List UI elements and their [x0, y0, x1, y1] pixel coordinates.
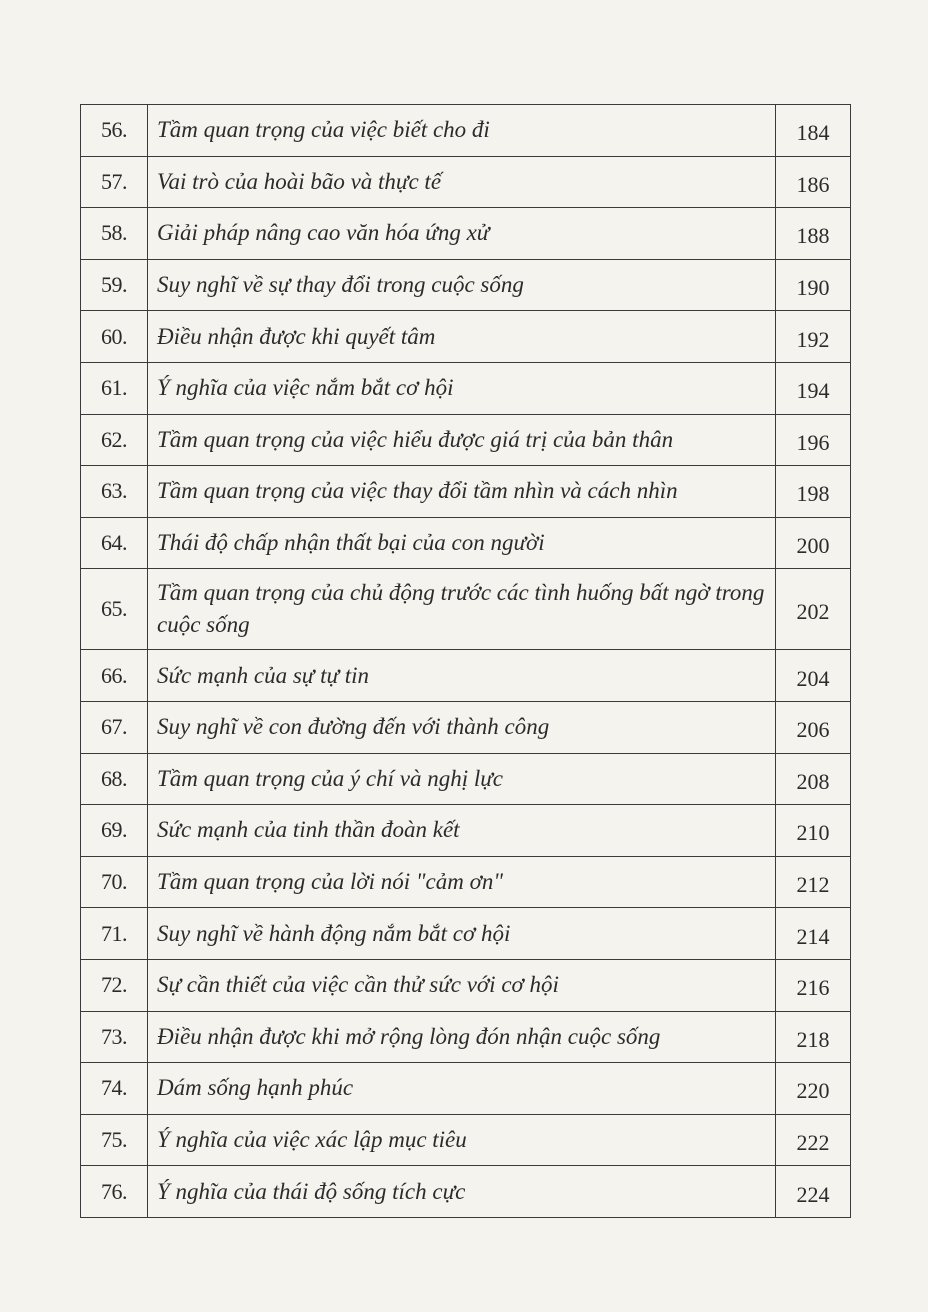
entry-title: Thái độ chấp nhận thất bại của con người: [148, 517, 776, 569]
toc-row: [81, 259, 851, 311]
toc-row: [81, 856, 851, 908]
entry-page: 210: [776, 805, 851, 857]
entry-number: 68.: [81, 753, 148, 805]
entry-number: 63.: [81, 466, 148, 518]
toc-row: [81, 1114, 851, 1166]
toc-row: [81, 1011, 851, 1063]
entry-page: 194: [776, 362, 851, 414]
toc-row: [81, 908, 851, 960]
toc-row: [81, 414, 851, 466]
entry-number: 58.: [81, 208, 148, 260]
entry-page: 204: [776, 650, 851, 702]
entry-title: Điều nhận được khi quyết tâm: [148, 311, 776, 363]
entry-title: Ý nghĩa của việc xác lập mục tiêu: [148, 1114, 776, 1166]
entry-number: 57.: [81, 156, 148, 208]
entry-page: 190: [776, 259, 851, 311]
toc-row: [81, 362, 851, 414]
entry-title: Suy nghĩ về con đường đến với thành công: [148, 701, 776, 753]
entry-number: 56.: [81, 105, 148, 157]
entry-page: 188: [776, 208, 851, 260]
toc-row: [81, 701, 851, 753]
entry-page: 206: [776, 701, 851, 753]
entry-title: Sức mạnh của tinh thần đoàn kết: [148, 805, 776, 857]
entry-page: 220: [776, 1063, 851, 1115]
entry-number: 71.: [81, 908, 148, 960]
entry-number: 73.: [81, 1011, 148, 1063]
entry-page: 184: [776, 105, 851, 157]
entry-title: Điều nhận được khi mở rộng lòng đón nhận cuộc sống: [148, 1011, 776, 1063]
toc-row: [81, 650, 851, 702]
entry-number: 67.: [81, 701, 148, 753]
entry-page: 224: [776, 1166, 851, 1218]
entry-title: Giải pháp nâng cao văn hóa ứng xử: [148, 208, 776, 260]
toc-row: [81, 569, 851, 650]
entry-number: 62.: [81, 414, 148, 466]
entry-page: 196: [776, 414, 851, 466]
entry-title: Sức mạnh của sự tự tin: [148, 650, 776, 702]
entry-number: 76.: [81, 1166, 148, 1218]
toc-row: [81, 105, 851, 157]
entry-page: 186: [776, 156, 851, 208]
toc-row: [81, 1063, 851, 1115]
entry-title: Dám sống hạnh phúc: [148, 1063, 776, 1115]
entry-title: Tầm quan trọng của lời nói "cảm ơn": [148, 856, 776, 908]
entry-title: Tầm quan trọng của việc biết cho đi: [148, 105, 776, 157]
entry-number: 75.: [81, 1114, 148, 1166]
toc-row: [81, 156, 851, 208]
toc-row: [81, 753, 851, 805]
entry-number: 74.: [81, 1063, 148, 1115]
entry-page: 216: [776, 959, 851, 1011]
entry-title: Suy nghĩ về sự thay đổi trong cuộc sống: [148, 259, 776, 311]
entry-page: 202: [776, 569, 851, 650]
entry-number: 64.: [81, 517, 148, 569]
entry-number: 69.: [81, 805, 148, 857]
entry-page: 198: [776, 466, 851, 518]
table-of-contents: [80, 104, 851, 1218]
toc-row: [81, 208, 851, 260]
entry-title: Sự cần thiết của việc cần thử sức với cơ hội: [148, 959, 776, 1011]
entry-number: 66.: [81, 650, 148, 702]
entry-number: 59.: [81, 259, 148, 311]
entry-title: Suy nghĩ về hành động nắm bắt cơ hội: [148, 908, 776, 960]
entry-number: 60.: [81, 311, 148, 363]
entry-title: Tầm quan trọng của chủ động trước các tình huống bất ngờ trong cuộc sống: [148, 569, 776, 650]
entry-title: Tầm quan trọng của ý chí và nghị lực: [148, 753, 776, 805]
entry-page: 200: [776, 517, 851, 569]
toc-row: [81, 517, 851, 569]
entry-number: 65.: [81, 569, 148, 650]
entry-number: 70.: [81, 856, 148, 908]
entry-page: 208: [776, 753, 851, 805]
toc-row: [81, 1166, 851, 1218]
entry-number: 72.: [81, 959, 148, 1011]
entry-title: Tầm quan trọng của việc hiểu được giá trị của bản thân: [148, 414, 776, 466]
entry-title: Ý nghĩa của thái độ sống tích cực: [148, 1166, 776, 1218]
entry-page: 222: [776, 1114, 851, 1166]
toc-row: [81, 959, 851, 1011]
entry-title: Tầm quan trọng của việc thay đổi tầm nhìn và cách nhìn: [148, 466, 776, 518]
entry-page: 192: [776, 311, 851, 363]
entry-title: Vai trò của hoài bão và thực tế: [148, 156, 776, 208]
entry-page: 218: [776, 1011, 851, 1063]
entry-page: 214: [776, 908, 851, 960]
entry-number: 61.: [81, 362, 148, 414]
toc-row: [81, 466, 851, 518]
entry-page: 212: [776, 856, 851, 908]
toc-row: [81, 805, 851, 857]
toc-row: [81, 311, 851, 363]
entry-title: Ý nghĩa của việc nắm bắt cơ hội: [148, 362, 776, 414]
